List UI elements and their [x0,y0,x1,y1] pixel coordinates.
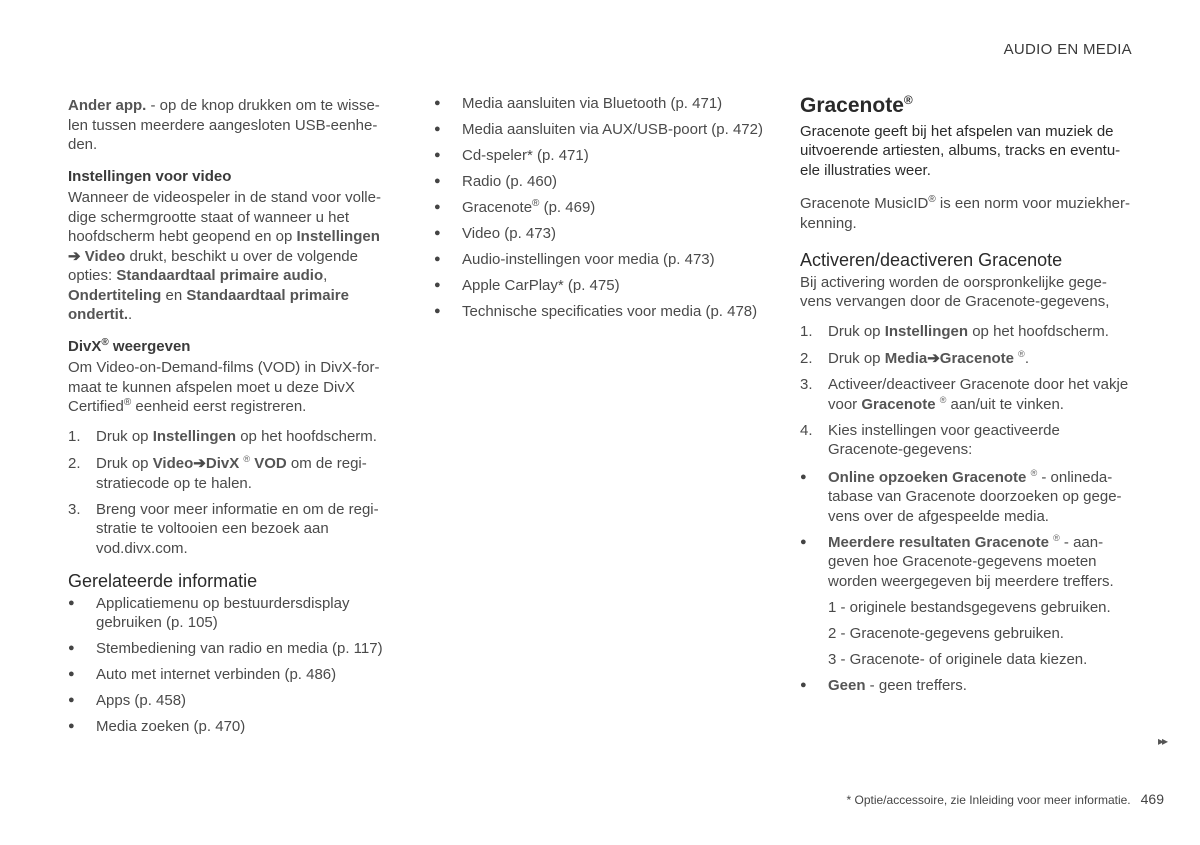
step-number: 3. [68,500,81,518]
gracenote-steps [800,322,1134,460]
registered-mark: ® [101,336,109,348]
heading-activate-gracenote: Activeren/deactiveren Gracenote [800,250,1063,270]
term: Meerdere resultaten Gracenote [828,533,1049,551]
list-item: ● Radio (p. 460) [434,172,766,192]
text: Druk op [828,350,885,367]
list-item: ● Cd-speler* (p. 471) [434,146,766,166]
list-item: ● Stembediening van radio en media (p. 117) [68,639,386,659]
step-number: 3. [800,376,813,393]
term: DivX [205,455,240,472]
term: Gracenote [939,350,1014,367]
sub-option: 1 - originele bestandsgegevens gebruiken. [828,598,1111,616]
registered-mark: ® [1030,467,1038,478]
term-other-app: Ander app. [68,97,147,114]
text: - aan-geven hoe Gracenote-gegevens moeten worden weergegeven bij meerdere treffers. [828,533,1114,590]
term: Instellingen [884,322,969,340]
list-item [68,500,386,559]
section-header: AUDIO EN MEDIA [1003,41,1132,58]
text: - geen treffers. [865,676,967,694]
arrow-icon: ➔ [68,247,81,265]
term: VOD [254,455,287,472]
paragraph-gracenote-lead: Gracenote geeft bij het afspelen van muziek de uitvoerende artiesten, albums, tracks en eventu-ele illustraties weer. [800,122,1121,179]
column-middle [434,94,766,330]
registered-mark: ® [243,454,251,464]
list-item: ● Apple CarPlay* (p. 475) [434,276,766,296]
term: Media [884,350,928,367]
step-number: 4. [800,421,813,439]
paragraph-activate: Bij activering worden de oorspronkelijke gege-vens vervangen door de Gracenote-gegevens, [800,273,1110,310]
text: Gracenote MusicID [800,195,929,212]
text: Druk op [96,427,153,445]
text: . [1024,350,1029,367]
step-number: 2. [800,350,813,367]
text: weergeven [108,337,191,355]
list-item [800,468,1134,527]
text: Kies instellingen voor geactiveerde Gracenote-gegevens: [828,421,1060,458]
gracenote-options [800,468,1134,592]
term-subtitles: Ondertiteling [68,286,162,304]
text: Om Video-on-Demand-films (VOD) in DivX-for-maat te kunnen afspelen moet u deze DivX Certified [68,359,380,415]
continue-arrow-icon: ▸▸ [1157,734,1166,748]
text: Gracenote [462,199,533,216]
registered-mark: ® [1018,349,1025,359]
text: , [323,267,328,284]
heading-divx [68,337,386,357]
text: op het hoofdscherm. [968,322,1109,340]
text: drukt, beschikt u over de volgende opties: [68,247,358,284]
step-number: 1. [68,427,81,445]
term: Online opzoeken Gracenote [828,468,1027,486]
page-number: 469 [1140,791,1164,807]
registered-mark: ® [928,194,936,205]
divx-steps [68,427,386,559]
text: - onlineda-tabase van Gracenote doorzoeken op gege-vens over de afgespeelde media. [828,468,1122,525]
term-default-audio: Standaardtaal primaire audio [116,267,324,284]
text: DivX [68,337,102,355]
registered-mark: ® [532,198,540,209]
text: Druk op [828,322,885,340]
term-video: Video [84,247,126,265]
list-item: ● Video (p. 473) [434,224,766,244]
list-item: ● Applicatiemenu op bestuurdersdisplay gebruiken (p. 105) [68,594,386,633]
list-item: ● Media aansluiten via Bluetooth (p. 471) [434,94,766,114]
list-item: ● Technische specificaties voor media (p. 478) [434,302,766,322]
term: Geen [828,676,866,694]
list-item [68,427,386,447]
list-item [434,198,766,218]
text: is een norm voor muziekher-kenning. [800,195,1131,232]
arrow-icon: ➔ [193,455,206,472]
list-item: ● Auto met internet verbinden (p. 486) [68,665,386,685]
list-item: ● Apps (p. 458) [68,691,386,711]
list-item: ● Media aansluiten via AUX/USB-poort (p. 472) [434,120,766,140]
term: Gracenote [861,395,936,413]
footnote: * Optie/accessoire, zie Inleiding voor meer informatie. [846,793,1131,807]
related-list-continued [434,94,766,322]
list-item: ● Media zoeken (p. 470) [68,717,386,737]
paragraph-musicid [800,194,1134,233]
column-right [800,93,1134,703]
text: en [161,286,187,304]
list-item [800,533,1134,592]
heading-video-settings: Instellingen voor video [68,167,232,185]
text: om de regi-stratiecode op te halen. [96,455,367,492]
paragraph-other-app [68,96,386,155]
list-item [800,322,1134,342]
text: op het hoofdscherm. [236,427,377,445]
text: . [128,306,133,323]
registered-mark: ® [1053,532,1060,543]
related-list [68,594,386,737]
heading-related-info: Gerelateerde informatie [68,571,258,591]
paragraph-divx [68,358,386,417]
text-other-app: - op de knop drukken om te wisse-len tussen meerdere aangesloten USB-eenhe-den. [68,97,380,153]
list-item [800,349,1134,369]
arrow-icon: ➔ [927,350,940,367]
paragraph-video-settings [68,188,386,325]
list-item [800,676,1134,696]
heading-gracenote [800,93,1134,117]
text: (p. 469) [539,199,596,216]
step-number: 1. [800,322,813,340]
step-number: 2. [68,455,81,472]
text: Wanneer de videospeler in de stand voor volle-dige schermgrootte staat of wanneer u het hoofdscherm hebt geopend en op [68,189,381,245]
list-item [800,421,1134,460]
page-footer [847,791,1165,807]
text: eenheid eerst registreren. [131,398,307,415]
list-item: ● Audio-instellingen voor media (p. 473) [434,250,766,270]
sub-option: 3 - Gracenote- of originele data kiezen. [828,650,1088,668]
list-item [68,454,386,493]
registered-mark: ® [939,394,947,405]
term-default-subtitle: Standaardtaal primaire ondertit. [68,286,349,323]
column-left [68,96,386,745]
registered-mark: ® [903,93,913,107]
gracenote-options-end [800,676,1134,696]
list-item [800,375,1134,414]
term: Video [152,455,194,472]
term-settings: Instellingen [296,228,380,245]
text: aan/uit te vinken. [946,395,1064,413]
sub-option: 2 - Gracenote-gegevens gebruiken. [828,624,1064,642]
text: Activeer/deactiveer Gracenote door het vakje voor [828,376,1129,413]
term: Instellingen [152,427,237,445]
text: Druk op [96,455,153,472]
text: Gracenote [800,94,904,117]
registered-mark: ® [123,397,132,408]
text: Breng voor meer informatie en om de regi-stratie te voltooien een bezoek aan vod.divx.com. [96,500,379,557]
